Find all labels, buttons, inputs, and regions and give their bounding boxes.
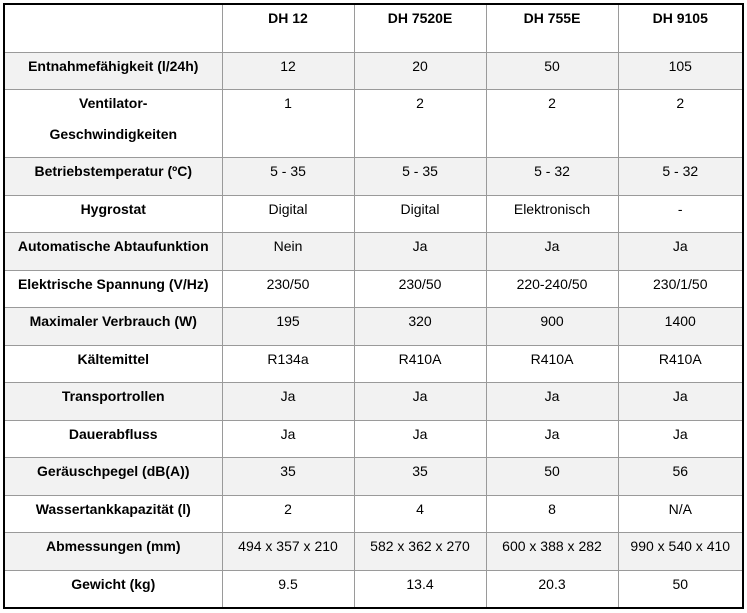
table-cell: Ja [618, 383, 743, 421]
table-cell: 220-240/50 [486, 270, 618, 308]
table-row [4, 570, 743, 608]
row-label: Wassertankkapazität (l) [4, 495, 222, 533]
table-cell: 230/1/50 [618, 270, 743, 308]
table-cell: 50 [486, 52, 618, 90]
table-cell: R134a [222, 345, 354, 383]
table-cell: 20.3 [486, 570, 618, 608]
table-row [4, 420, 743, 458]
table-header-row [4, 4, 743, 52]
table-row [4, 158, 743, 196]
table-cell: 5 - 32 [486, 158, 618, 196]
table-cell: 2 [354, 90, 486, 158]
table-cell: Ja [486, 233, 618, 271]
row-label: Gewicht (kg) [4, 570, 222, 608]
row-label: Automatische Abtaufunktion [4, 233, 222, 271]
table-cell: 1400 [618, 308, 743, 346]
table-cell: Ja [354, 420, 486, 458]
table-cell: 5 - 35 [222, 158, 354, 196]
table-cell: Ja [222, 383, 354, 421]
table-cell: 35 [354, 458, 486, 496]
row-label: Hygrostat [4, 195, 222, 233]
table-row [4, 52, 743, 90]
table-cell: 900 [486, 308, 618, 346]
table-cell: Ja [486, 420, 618, 458]
table-cell: 9.5 [222, 570, 354, 608]
table-cell: Digital [354, 195, 486, 233]
row-label: Maximaler Verbrauch (W) [4, 308, 222, 346]
table-cell: Nein [222, 233, 354, 271]
table-cell: 56 [618, 458, 743, 496]
table-cell: Ja [486, 383, 618, 421]
table-cell: 50 [618, 570, 743, 608]
table-cell: Digital [222, 195, 354, 233]
header-cell-dh-12: DH 12 [222, 4, 354, 52]
table-cell: 20 [354, 52, 486, 90]
header-cell-dh-755e: DH 755E [486, 4, 618, 52]
row-label: Transportrollen [4, 383, 222, 421]
table-cell: Ja [354, 383, 486, 421]
table-cell: 13.4 [354, 570, 486, 608]
table-cell: 12 [222, 52, 354, 90]
table-cell: 990 x 540 x 410 [618, 533, 743, 571]
table-cell: 494 x 357 x 210 [222, 533, 354, 571]
spec-comparison-table [3, 3, 744, 609]
row-label: Entnahmefähigkeit (l/24h) [4, 52, 222, 90]
row-label: Abmessungen (mm) [4, 533, 222, 571]
table-row [4, 345, 743, 383]
table-cell: - [618, 195, 743, 233]
table-row [4, 233, 743, 271]
table-row [4, 495, 743, 533]
table-cell: Ja [354, 233, 486, 271]
table-cell: 582 x 362 x 270 [354, 533, 486, 571]
table-row [4, 458, 743, 496]
table-cell: 230/50 [222, 270, 354, 308]
table-row [4, 270, 743, 308]
table-cell: Ja [222, 420, 354, 458]
table-row [4, 90, 743, 158]
table-cell: Ja [618, 420, 743, 458]
table-cell: 50 [486, 458, 618, 496]
table-row [4, 308, 743, 346]
table-cell: 2 [618, 90, 743, 158]
table-cell: 4 [354, 495, 486, 533]
table-cell: 8 [486, 495, 618, 533]
table-cell: R410A [486, 345, 618, 383]
row-label: Betriebstemperatur (ºC) [4, 158, 222, 196]
row-label-line-2: Geschwindigkeiten [49, 126, 178, 142]
table-cell: 2 [222, 495, 354, 533]
table-cell: 1 [222, 90, 354, 158]
table-row [4, 533, 743, 571]
table-cell: 5 - 35 [354, 158, 486, 196]
row-label: Dauerabfluss [4, 420, 222, 458]
table-cell: N/A [618, 495, 743, 533]
table-cell: 2 [486, 90, 618, 158]
row-label: Kältemittel [4, 345, 222, 383]
row-label: Geräuschpegel (dB(A)) [4, 458, 222, 496]
table-cell: R410A [618, 345, 743, 383]
row-label [4, 90, 222, 158]
table-cell: Ja [618, 233, 743, 271]
table-cell: 230/50 [354, 270, 486, 308]
header-cell-dh-9105: DH 9105 [618, 4, 743, 52]
table-cell: 600 x 388 x 282 [486, 533, 618, 571]
table-cell: R410A [354, 345, 486, 383]
table-cell: 195 [222, 308, 354, 346]
table-cell: 105 [618, 52, 743, 90]
table-cell: 5 - 32 [618, 158, 743, 196]
header-cell-dh-7520e: DH 7520E [354, 4, 486, 52]
row-label-line-1: Ventilator- [79, 95, 148, 111]
table-row [4, 195, 743, 233]
table-cell: 35 [222, 458, 354, 496]
table-cell: 320 [354, 308, 486, 346]
header-cell-empty [4, 4, 222, 52]
table-cell: Elektronisch [486, 195, 618, 233]
row-label: Elektrische Spannung (V/Hz) [4, 270, 222, 308]
table-row [4, 383, 743, 421]
